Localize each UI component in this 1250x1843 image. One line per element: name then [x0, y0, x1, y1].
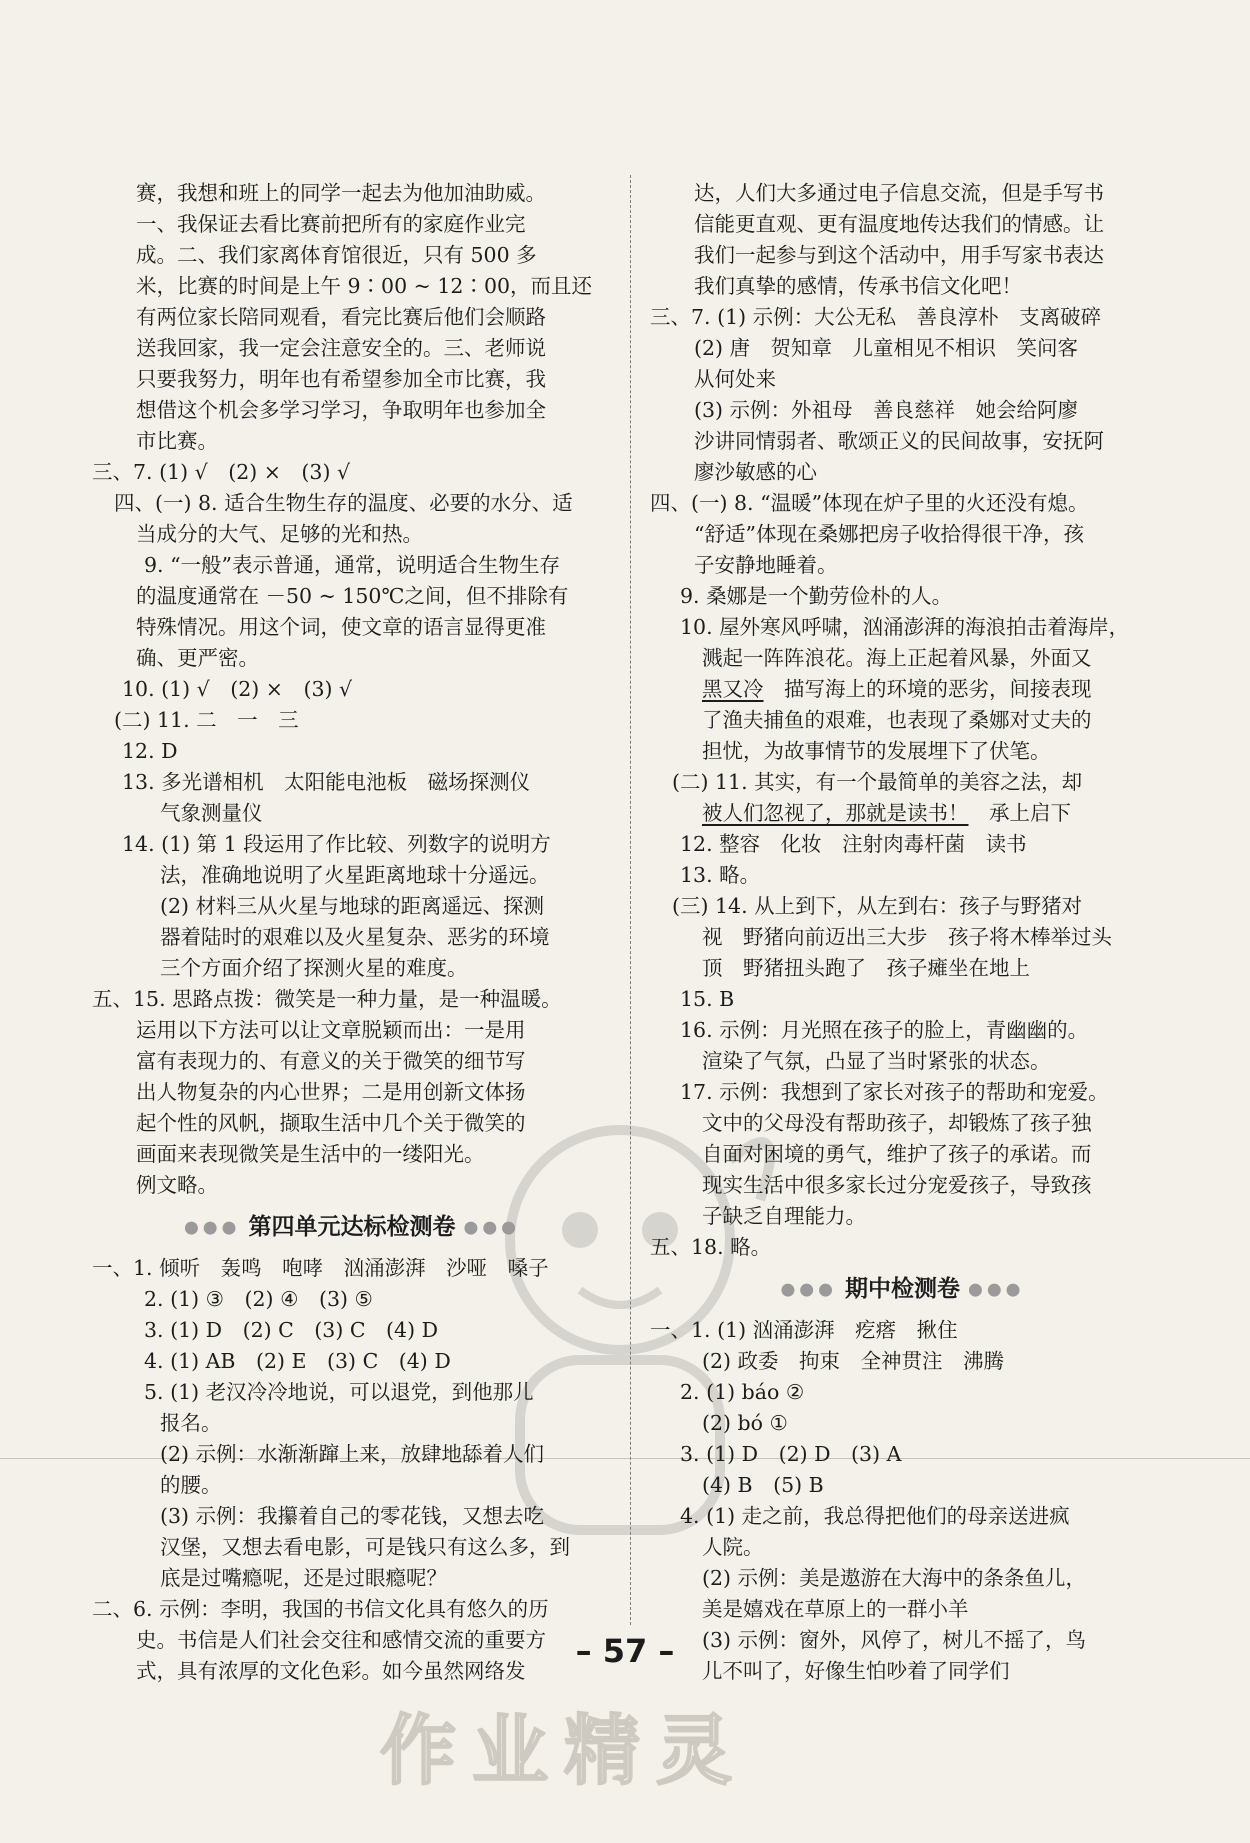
text-line: 2. (1) báo ②	[680, 1380, 805, 1404]
text-line: 人院。	[702, 1535, 764, 1559]
text-line: (2) 示例：水渐渐蹿上来，放肆地舔着人们	[160, 1442, 545, 1466]
text-line: 16. 示例：月光照在孩子的脸上，青幽幽的。	[680, 1018, 1089, 1042]
text-line: (三) 14. 从上到下，从左到右：孩子与野猪对	[672, 894, 1083, 918]
text-line: (3) 示例：外祖母 善良慈祥 她会给阿廖	[694, 398, 1079, 422]
text-line: 了渔夫捕鱼的艰难，也表现了桑娜对丈夫的	[702, 708, 1092, 732]
text-line: 17. 示例：我想到了家长对孩子的帮助和宠爱。	[680, 1080, 1109, 1104]
text-line: 4. (1) 走之前，我总得把他们的母亲送进疯	[680, 1504, 1070, 1528]
text-line: “舒适”体现在桑娜把房子收拾得很干净，孩	[694, 522, 1084, 546]
text-line: 二、6. 示例：李明，我国的书信文化具有悠久的历	[92, 1597, 549, 1621]
page-number: – 57 –	[575, 1632, 675, 1670]
text-line: (3) 示例：我攥着自己的零花钱，又想去吃	[160, 1504, 545, 1528]
section-title-midterm	[650, 1267, 1155, 1311]
text-line: 三、7. (1) 示例：大公无私 善良淳朴 支离破碎	[650, 305, 1102, 329]
text-line: 儿不叫了，好像生怕吵着了同学们	[702, 1659, 1010, 1683]
text-line: 3. (1) D (2) C (3) C (4) D	[144, 1318, 439, 1342]
text-line: 送我回家，我一定会注意安全的。三、老师说	[136, 336, 546, 360]
text-line: 确、更严密。	[136, 646, 259, 670]
text-line: 14. (1) 第 1 段运用了作比较、列数字的说明方	[122, 832, 551, 856]
text-line: (4) B (5) B	[702, 1473, 824, 1497]
text-line: 起个性的风帆，撷取生活中几个关于微笑的	[136, 1111, 526, 1135]
text-line: 气象测量仪	[160, 801, 263, 825]
right-column	[650, 178, 1155, 1687]
watermark-text: 作业精灵	[380, 1706, 748, 1795]
text-line: (2) 政委 拘束 全神贯注 沸腾	[702, 1349, 1005, 1373]
text-line: 市比赛。	[136, 429, 218, 453]
text-line: 当成分的大气、足够的光和热。	[136, 522, 423, 546]
dots-decoration-icon: ●●●	[968, 1279, 1025, 1300]
text-line: 史。书信是人们社会交往和感情交流的重要方	[136, 1628, 546, 1652]
text-line: 自面对困境的勇气，维护了孩子的承诺。而	[702, 1142, 1092, 1166]
text-line: 3. (1) D (2) D (3) A	[680, 1442, 902, 1466]
text-line: (2) 材料三从火星与地球的距离遥远、探测	[160, 894, 545, 918]
section-title-text: 第四单元达标检测卷	[248, 1214, 456, 1240]
underlined-answer: 被人们忽视了，那就是读书！	[702, 801, 969, 825]
text-line: 的腰。	[160, 1473, 222, 1497]
text-line: 我们真挚的感情，传承书信文化吧！	[694, 274, 1022, 298]
text-line: (2) 唐 贺知章 儿童相见不相识 笑问客	[694, 336, 1079, 360]
dots-decoration-icon: ●●●	[183, 1217, 241, 1238]
text-line: 有两位家长陪同观看，看完比赛后他们会顺路	[136, 305, 546, 329]
text-line: 顶 野猪扭头跑了 孩子瘫坐在地上	[702, 956, 1030, 980]
text-line: 运用以下方法可以让文章脱颖而出：一是用	[136, 1018, 526, 1042]
text-line: 四、(一) 8. 适合生物生存的温度、必要的水分、适	[114, 491, 573, 515]
text-line: (2) 示例：美是遨游在大海中的条条鱼儿，	[702, 1566, 1087, 1590]
text-line: 从何处来	[694, 367, 776, 391]
text-line: 特殊情况。用这个词，使文章的语言显得更准	[136, 615, 546, 639]
text-line: 画面来表现微笑是生活中的一缕阳光。	[136, 1142, 485, 1166]
text-line: 15. B	[680, 987, 735, 1011]
text-line: 10. 屋外寒风呼啸，汹涌澎湃的海浪拍击着海岸，	[680, 615, 1130, 639]
text-line: 沙讲同情弱者、歌颂正义的民间故事，安抚阿	[694, 429, 1104, 453]
dots-decoration-icon: ●●●	[463, 1217, 521, 1238]
text-line: 汉堡，又想去看电影，可是钱只有这么多，到	[160, 1535, 570, 1559]
text-line: 廖沙敏感的心	[694, 460, 817, 484]
text-line: 信能更直观、更有温度地传达我们的情感。让	[694, 212, 1104, 236]
text-line: (二) 11. 其实，有一个最简单的美容之法，却	[672, 770, 1083, 794]
answer-text: 描写海上的环境的恶劣，间接表现	[784, 677, 1092, 701]
text-line: 9. 桑娜是一个勤劳俭朴的人。	[680, 584, 953, 608]
text-line: 文中的父母没有帮助孩子，却锻炼了孩子独	[702, 1111, 1092, 1135]
text-line: (二) 11. 二 一 三	[114, 708, 299, 732]
text-line: 成。二、我们家离体育馆很近，只有 500 多	[136, 243, 537, 267]
text-line: 美是嬉戏在草原上的一群小羊	[702, 1597, 969, 1621]
text-line: 想借这个机会多学习学习，争取明年也参加全	[136, 398, 546, 422]
text-line: 底是过嘴瘾呢，还是过眼瘾呢？	[160, 1566, 447, 1590]
text-line: 的温度通常在 －50 ~ 150℃之间，但不排除有	[136, 584, 569, 608]
text-line: 4. (1) AB (2) E (3) C (4) D	[144, 1349, 451, 1373]
section-title-text: 期中检测卷	[845, 1276, 960, 1302]
text-line: 5. (1) 老汉冷冷地说，可以退党，到他那儿	[144, 1380, 534, 1404]
text-line: 报名。	[160, 1411, 222, 1435]
text-line: 溅起一阵阵浪花。海上正起着风暴，外面又	[702, 646, 1092, 670]
text-line: 三、7. (1) √ (2) × (3) √	[92, 460, 351, 484]
text-line: 米，比赛的时间是上午 9∶00 ~ 12∶00，而且还	[136, 274, 593, 298]
text-line: (2) bó ①	[702, 1411, 788, 1435]
text-line: 12. 整容 化妆 注射肉毒杆菌 读书	[680, 832, 1027, 856]
underlined-answer: 黑又冷	[702, 677, 764, 701]
text-line: 2. (1) ③ (2) ④ (3) ⑤	[144, 1287, 373, 1311]
text-line: 例文略。	[136, 1173, 218, 1197]
text-line: 五、15. 思路点拨：微笑是一种力量，是一种温暖。	[92, 987, 562, 1011]
text-line: 富有表现力的、有意义的关于微笑的细节写	[136, 1049, 526, 1073]
text-line: 视 野猪向前迈出三大步 孩子将木棒举过头	[702, 925, 1112, 949]
text-line: 三个方面介绍了探测火星的难度。	[160, 956, 468, 980]
answer-text: 承上启下	[989, 801, 1071, 825]
column-divider	[630, 175, 631, 1625]
text-line: 式，具有浓厚的文化色彩。如今虽然网络发	[136, 1659, 526, 1683]
text-line: 五、18. 略。	[650, 1235, 772, 1259]
text-line: 13. 略。	[680, 863, 761, 887]
text-line	[650, 798, 1155, 829]
text-line: 达，人们大多通过电子信息交流，但是手写书	[694, 181, 1104, 205]
text-line: 10. (1) √ (2) × (3) √	[122, 677, 353, 701]
text-line: 子缺乏自理能力。	[702, 1204, 866, 1228]
text-line: 现实生活中很多家长过分宠爱孩子，导致孩	[702, 1173, 1092, 1197]
text-line: 器着陆时的艰难以及火星复杂、恶劣的环境	[160, 925, 550, 949]
dots-decoration-icon: ●●●	[780, 1279, 837, 1300]
text-line: 一、1. 倾听 轰鸣 咆哮 汹涌澎湃 沙哑 嗓子	[92, 1256, 549, 1280]
text-line: 子安静地睡着。	[694, 553, 838, 577]
text-line: 出人物复杂的内心世界；二是用创新文体扬	[136, 1080, 526, 1104]
text-line: 只要我努力，明年也有希望参加全市比赛，我	[136, 367, 546, 391]
text-line: (3) 示例：窗外，风停了，树儿不摇了，鸟	[702, 1628, 1087, 1652]
section-title-unit4	[92, 1205, 612, 1249]
text-line	[650, 674, 1155, 705]
text-line: 13. 多光谱相机 太阳能电池板 磁场探测仪	[122, 770, 531, 794]
text-line: 一、我保证去看比赛前把所有的家庭作业完	[136, 212, 526, 236]
text-line: 赛，我想和班上的同学一起去为他加油助威。	[136, 181, 546, 205]
left-column	[92, 178, 612, 1687]
text-line: 9. “一般”表示普通，通常，说明适合生物生存	[144, 553, 561, 577]
text-line: 四、(一) 8. “温暖”体现在炉子里的火还没有熄。	[650, 491, 1089, 515]
text-line: 担忧，为故事情节的发展埋下了伏笔。	[702, 739, 1051, 763]
text-line: 12. D	[122, 739, 178, 763]
text-line: 一、1. (1) 汹涌澎湃 疙瘩 揪住	[650, 1318, 958, 1342]
text-line: 渲染了气氛，凸显了当时紧张的状态。	[702, 1049, 1051, 1073]
text-line: 我们一起参与到这个活动中，用手写家书表达	[694, 243, 1104, 267]
text-line: 法，准确地说明了火星距离地球十分遥远。	[160, 863, 550, 887]
